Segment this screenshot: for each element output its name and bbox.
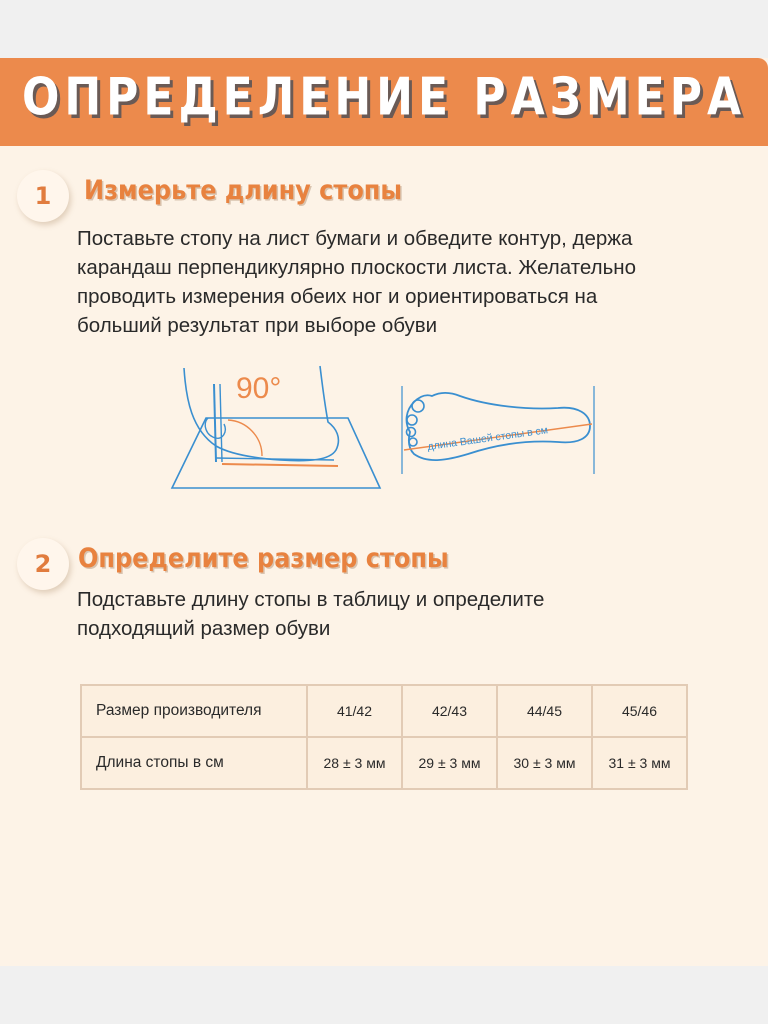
table-cell: 41/42 [307,685,402,737]
pencil-shape [214,384,216,462]
foot-side-view-illustration [170,360,385,492]
table-cell: 28 ± 3 мм [307,737,402,789]
toe-shape [409,438,417,446]
step-2-line: подходящий размер обуви [77,617,331,640]
toe-shape [407,428,416,437]
table-cell: 30 ± 3 мм [497,737,592,789]
toe-shape [407,415,417,425]
angle-label: 90° [236,372,282,405]
step-1-line: карандаш перпендикулярно плоскости листа. Желательно [77,256,636,279]
length-label: длина Вашей стопы в см [426,424,549,453]
paper-sheet-shape [172,418,380,488]
table-cell: 42/43 [402,685,497,737]
table-cell: 44/45 [497,685,592,737]
page-title: ОПРЕДЕЛЕНИЕ РАЗМЕРА [21,67,747,128]
step-2-badge: 2 [17,538,69,590]
header-banner [0,58,768,146]
step-2-description [77,585,717,643]
step-1-description [77,224,717,340]
toe-shape [412,400,424,412]
table-cell: 31 ± 3 мм [592,737,687,789]
foot-top-view-illustration [398,384,608,474]
size-guide-card [0,58,768,966]
table-row-header: Длина стопы в см [81,737,307,789]
step-1-badge: 1 [17,170,69,222]
step-2-line: Подставьте длину стопы в таблицу и определите [77,588,545,611]
step-1-title: Измерьте длину стопы [84,174,403,206]
step-1-line: проводить измерения обеих ног и ориентироваться на [77,285,598,308]
table-row-header: Размер производителя [81,685,307,737]
table-row [81,737,687,789]
table-cell: 45/46 [592,685,687,737]
size-table [80,684,688,790]
step-1-line: Поставьте стопу на лист бумаги и обведите контур, держа [77,227,633,250]
table-cell: 29 ± 3 мм [402,737,497,789]
angle-arc-shape [228,420,262,456]
traced-contour-line [222,464,338,466]
step-2-title: Определите размер стопы [78,542,449,574]
step-1-line: больший результат при выборе обуви [77,314,438,337]
table-row [81,685,687,737]
